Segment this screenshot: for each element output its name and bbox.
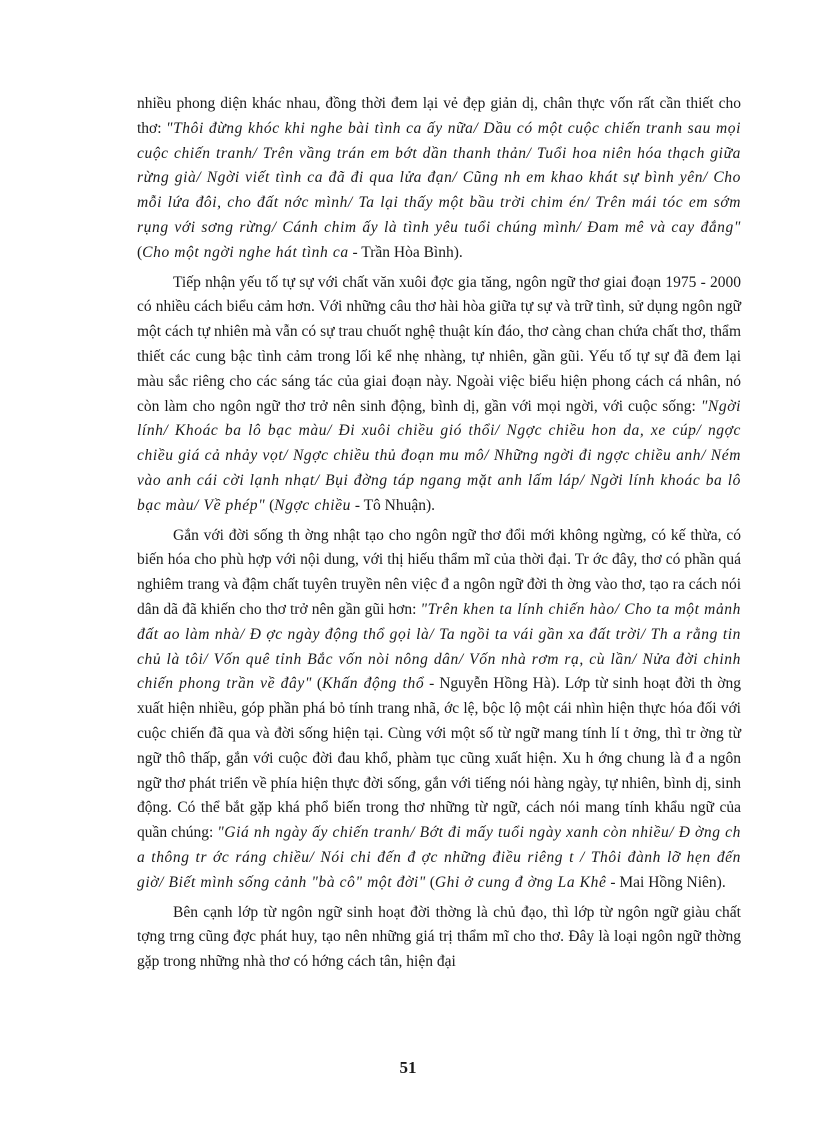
- page-number: 51: [399, 1058, 417, 1077]
- text-run: - Nguyễn Hồng Hà). Lớp từ sinh hoạt đời th ờng xuất hiện nhiều, góp phần phá bỏ tính trang nhã, ớc lệ, bộc lộ một cái nhìn hiện thực hóa đối với cuộc chiến đã qua và đời sống hiện tại. Cùng với một số từ ngữ mang tính lí t ởng, thì tr ờng từ ngữ thô thấp, gắn với cuộc đời đau khổ, phàm tục cũng xuất hiện. Xu h ớng chung là đ a ngôn ngữ thơ phát triển về phía hiện thực đời sống, gắn với tiếng nói hàng ngày, tự nhiên, bình dị, sinh động. Có thể bắt gặp khá phổ biến trong thơ những từ ngữ, cách nói mang tính khẩu ngữ của quần chúng:: [137, 675, 741, 842]
- paragraph: [137, 901, 741, 975]
- text-run: nhiều phong diện khác nhau, đồng thời đem lại vẻ đẹp giản dị, chân thực vốn rất cần thiết cho thơ:: [137, 95, 741, 137]
- italic-quote: "Giá nh ngày ấy chiến tranh/ Bớt đi mấy tuổi ngày xanh còn nhiều/ Đ ờng ch a thông tr ớc ráng chiều/ Nói chi đến đ ợc những điều riêng t / Thôi đành lỡ hẹn đến giờ/ Biết mình sống cảnh "bà cô" một đời": [137, 824, 741, 891]
- paragraph: [137, 92, 741, 266]
- text-run: - Mai Hồng Niên).: [606, 873, 726, 891]
- text-run: (: [311, 675, 323, 693]
- text-run: Bên cạnh lớp từ ngôn ngữ sinh hoạt đời thờng là chủ đạo, thì lớp từ ngôn ngữ giàu chất tợng trng cũng đợc phát huy, tạo nên những giá trị thẩm mĩ cho thơ. Đây là loại ngôn ngữ thờng gặp trong những nhà thơ có hớng cách tân, hiện đại: [137, 903, 741, 971]
- body-text: [137, 92, 741, 980]
- italic-quote: Ghi ở cung đ ờng La Khê: [434, 873, 607, 891]
- italic-quote: "Thôi đừng khóc khi nghe bài tình ca ấy nữa/ Dầu có một cuộc chiến tranh sau mọi cuộc chiến tranh/ Trên vầng trán em bớt dần thanh thản/ Tuổi hoa niên hóa thạch giữa rừng già/ Ngời viết tình ca đã đi qua lửa đạn/ Cũng nh em khao khát sự bình yên/ Cho mỗi lứa đôi, cho đất nớc mình/ Ta lại thấy một bầu trời chim én/ Trên mái tóc em sớm rụng với sơng rừng/ Cánh chim ấy là tình yêu tuổi chúng mình/ Đam mê và cay đắng": [137, 119, 742, 236]
- text-run: (: [265, 496, 275, 514]
- text-run: (: [137, 243, 143, 261]
- italic-quote: "Ngời lính/ Khoác ba lô bạc màu/ Đi xuôi chiều gió thổi/ Ngợc chiều hon da, xe cúp/ ngợc chiều giá cả nhảy vọt/ Ngợc chiều thủ đoạn mu mô/ Những ngời đi ngợc chiều anh/ Ném vào anh cái cời lạnh nhạt/ Bụi đờng táp ngang mặt anh lấm láp/ Ngời lính khoác ba lô bạc màu/ Về phép": [137, 397, 741, 514]
- text-run: Gắn với đời sống th ờng nhật tạo cho ngôn ngữ thơ đổi mới không ngừng, có kế thừa, có biến hóa cho phù hợp với nội dung, với thị hiếu thẩm mĩ của thời đại. Tr ớc đây, thơ có phần quá nghiêm trang và đậm chất tuyên truyền nên việc đ a ngôn ngữ đời th ờng vào thơ, tạo ra cách nói dân dã đã khiến cho thơ trở nên gần gũi hơn:: [137, 526, 741, 618]
- text-run: Tiếp nhận yếu tố tự sự với chất văn xuôi đợc gia tăng, ngôn ngữ thơ giai đoạn 1975 - 2000 có nhiều cách biểu cảm hơn. Với những câu thơ hài hòa giữa tự sự và trữ tình, sử dụng ngôn ngữ một cách tự nhiên mà vẫn có sự trau chuốt nghệ thuật kín đáo, thơ càng chan chứa chất thơ, thẩm thiết các cung bậc tình cảm trong lối kể nhẹ nhàng, tự nhiên, gần gũi. Yếu tố tự sự đã đem lại màu sắc riêng cho các sáng tác của giai đoạn này. Ngoài việc biểu hiện phong cách cá nhân, nó còn làm cho ngôn ngữ thơ trở nên sinh động, bình dị, gần với mọi ngời, với cuộc sống:: [137, 273, 741, 415]
- text-run: - Trần Hòa Bình).: [348, 243, 463, 261]
- paragraph: [137, 524, 741, 896]
- text-run: - Tô Nhuận).: [350, 496, 436, 514]
- italic-quote: Ngợc chiều: [274, 496, 351, 514]
- italic-quote: Khấn động thổ: [322, 675, 425, 693]
- italic-quote: "Trên khen ta lính chiến hào/ Cho ta một mảnh đất ao làm nhà/ Đ ợc ngày động thổ gọi là/ Ta ngồi ta vái gần xa đất trời/ Th a rằng tin chủ là tôi/ Vốn quê tỉnh Bắc vốn nòi nông dân/ Vốn nhà rơm rạ, cù lần/ Nửa đời chinh chiến phong trần về đây": [137, 600, 741, 693]
- italic-quote: Cho một ngời nghe hát tình ca: [142, 243, 349, 261]
- paragraph: [137, 271, 741, 519]
- text-run: (: [425, 873, 435, 891]
